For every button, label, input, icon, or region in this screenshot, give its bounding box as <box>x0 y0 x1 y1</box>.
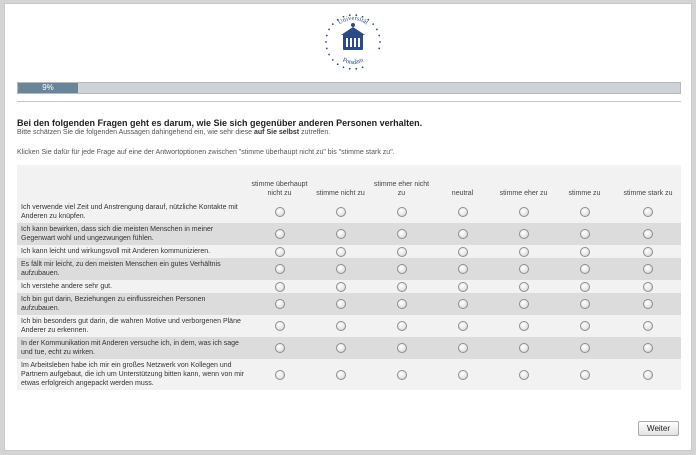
radio-option-6[interactable] <box>580 264 590 274</box>
divider <box>17 101 681 102</box>
radio-option-2[interactable] <box>336 207 346 217</box>
radio-option-5[interactable] <box>519 282 529 292</box>
radio-option-7[interactable] <box>643 207 653 217</box>
table-row <box>17 315 681 337</box>
radio-option-7[interactable] <box>643 299 653 309</box>
radio-option-1[interactable] <box>275 229 285 239</box>
radio-cell <box>615 337 681 359</box>
radio-cell <box>249 258 310 280</box>
radio-option-3[interactable] <box>397 321 407 331</box>
radio-cell <box>432 223 493 245</box>
radio-cell <box>493 293 554 315</box>
radio-option-3[interactable] <box>397 282 407 292</box>
radio-option-4[interactable] <box>458 282 468 292</box>
radio-cell <box>310 359 371 390</box>
radio-option-4[interactable] <box>458 247 468 257</box>
radio-cell <box>615 258 681 280</box>
scale-header-2: stimme nicht zu <box>316 190 365 197</box>
university-seal-icon <box>323 12 383 72</box>
radio-cell <box>493 201 554 223</box>
scale-header-row <box>17 165 681 201</box>
radio-option-7[interactable] <box>643 247 653 257</box>
radio-cell <box>554 201 615 223</box>
radio-cell <box>554 223 615 245</box>
question-subtitle: Bitte schätzen Sie die folgenden Aussagen dahingehend ein, wie sehr diese auf Sie selbst zutreffen. <box>17 129 331 136</box>
radio-cell <box>371 223 432 245</box>
radio-option-6[interactable] <box>580 247 590 257</box>
radio-cell <box>432 359 493 390</box>
radio-cell <box>371 280 432 293</box>
radio-cell <box>371 315 432 337</box>
radio-option-2[interactable] <box>336 370 346 380</box>
table-row <box>17 359 681 390</box>
radio-option-1[interactable] <box>275 282 285 292</box>
radio-cell <box>615 359 681 390</box>
progress-bar <box>17 82 681 94</box>
radio-option-1[interactable] <box>275 299 285 309</box>
radio-option-7[interactable] <box>643 343 653 353</box>
radio-cell <box>249 359 310 390</box>
table-row <box>17 245 681 258</box>
scale-header-1: stimme überhaupt nicht zu <box>251 181 308 197</box>
radio-option-5[interactable] <box>519 247 529 257</box>
radio-cell <box>371 245 432 258</box>
radio-cell <box>310 293 371 315</box>
radio-cell <box>554 245 615 258</box>
radio-cell <box>371 293 432 315</box>
radio-option-2[interactable] <box>336 264 346 274</box>
radio-cell <box>554 293 615 315</box>
radio-option-6[interactable] <box>580 343 590 353</box>
radio-option-6[interactable] <box>580 321 590 331</box>
radio-option-1[interactable] <box>275 321 285 331</box>
radio-option-4[interactable] <box>458 229 468 239</box>
table-row <box>17 337 681 359</box>
radio-option-3[interactable] <box>397 229 407 239</box>
radio-cell <box>432 201 493 223</box>
table-row <box>17 223 681 245</box>
radio-cell <box>310 337 371 359</box>
radio-option-4[interactable] <box>458 321 468 331</box>
radio-cell <box>432 245 493 258</box>
radio-cell <box>615 293 681 315</box>
radio-option-4[interactable] <box>458 207 468 217</box>
radio-cell <box>554 280 615 293</box>
radio-option-3[interactable] <box>397 299 407 309</box>
radio-cell <box>249 245 310 258</box>
radio-cell <box>432 293 493 315</box>
radio-option-5[interactable] <box>519 229 529 239</box>
radio-cell <box>371 337 432 359</box>
survey-page <box>4 3 692 451</box>
scale-header-5: stimme eher zu <box>499 190 548 197</box>
radio-cell <box>615 280 681 293</box>
item-statement: Ich kann leicht und wirkungsvoll mit Anderen kommunizieren. <box>21 248 211 255</box>
item-statement: Ich kann bewirken, dass sich die meisten Menschen in meiner Gegenwart wohl und ungezwungen fühlen. <box>21 226 214 242</box>
radio-option-3[interactable] <box>397 264 407 274</box>
item-statement: In der Kommunikation mit Anderen versuche ich, in dem, was ich sage und tue, echt zu wirken. <box>21 340 239 356</box>
question-instruction: Klicken Sie dafür für jede Frage auf eine der Antwortoptionen zwischen "stimme überhaupt nicht zu" bis "stimme stark zu". <box>17 149 395 156</box>
radio-cell <box>310 315 371 337</box>
radio-option-2[interactable] <box>336 229 346 239</box>
item-statement: Ich verwende viel Zeit und Anstrengung darauf, nützliche Kontakte mit Anderen zu knüpfen. <box>21 204 238 220</box>
radio-option-5[interactable] <box>519 370 529 380</box>
radio-option-7[interactable] <box>643 282 653 292</box>
item-statement: Ich bin besonders gut darin, die wahren Motive und verborgenen Pläne Anderer zu erkennen. <box>21 318 241 334</box>
item-statement: Es fällt mir leicht, zu den meisten Menschen ein gutes Verhältnis aufzubauen. <box>21 261 221 277</box>
radio-option-7[interactable] <box>643 229 653 239</box>
radio-cell <box>432 337 493 359</box>
radio-option-2[interactable] <box>336 282 346 292</box>
radio-cell <box>493 245 554 258</box>
radio-cell <box>249 293 310 315</box>
radio-cell <box>371 201 432 223</box>
radio-option-6[interactable] <box>580 207 590 217</box>
radio-cell <box>249 315 310 337</box>
radio-option-3[interactable] <box>397 207 407 217</box>
table-row <box>17 201 681 223</box>
radio-cell <box>371 359 432 390</box>
radio-cell <box>432 280 493 293</box>
radio-option-2[interactable] <box>336 299 346 309</box>
radio-cell <box>493 315 554 337</box>
radio-cell <box>371 258 432 280</box>
radio-option-1[interactable] <box>275 264 285 274</box>
item-statement: Ich verstehe andere sehr gut. <box>21 283 113 290</box>
svg-text:Universität: Universität <box>336 14 370 27</box>
radio-cell <box>493 223 554 245</box>
next-button[interactable]: Weiter <box>638 421 679 436</box>
radio-cell <box>310 258 371 280</box>
radio-cell <box>310 280 371 293</box>
radio-cell <box>493 337 554 359</box>
radio-option-2[interactable] <box>336 247 346 257</box>
table-row <box>17 293 681 315</box>
radio-cell <box>615 201 681 223</box>
radio-option-6[interactable] <box>580 282 590 292</box>
radio-option-5[interactable] <box>519 321 529 331</box>
radio-option-7[interactable] <box>643 264 653 274</box>
radio-cell <box>554 337 615 359</box>
radio-option-5[interactable] <box>519 264 529 274</box>
likert-grid <box>17 165 681 390</box>
radio-cell <box>615 245 681 258</box>
item-statement: Im Arbeitsleben habe ich mir ein großes Netzwerk von Kollegen und Partnern aufgebaut, die ich um Unterstützung bitten kann, wenn von mir etwas erfolgreich angepackt werden muss. <box>21 362 244 387</box>
table-row <box>17 258 681 280</box>
radio-cell <box>249 337 310 359</box>
radio-option-4[interactable] <box>458 264 468 274</box>
radio-cell <box>249 201 310 223</box>
radio-option-2[interactable] <box>336 321 346 331</box>
radio-option-7[interactable] <box>643 321 653 331</box>
radio-option-1[interactable] <box>275 247 285 257</box>
radio-cell <box>310 223 371 245</box>
radio-cell <box>310 201 371 223</box>
svg-text:Potsdam: Potsdam <box>341 56 365 67</box>
radio-option-6[interactable] <box>580 370 590 380</box>
radio-option-1[interactable] <box>275 207 285 217</box>
radio-option-4[interactable] <box>458 370 468 380</box>
question-title: Bei den folgenden Fragen geht es darum, wie Sie sich gegenüber anderen Personen verhalten. <box>17 118 423 128</box>
radio-cell <box>615 315 681 337</box>
radio-cell <box>554 315 615 337</box>
radio-option-5[interactable] <box>519 207 529 217</box>
radio-option-7[interactable] <box>643 370 653 380</box>
radio-cell <box>615 223 681 245</box>
radio-cell <box>493 359 554 390</box>
scale-header-4: neutral <box>451 190 474 197</box>
radio-cell <box>493 280 554 293</box>
radio-option-1[interactable] <box>275 370 285 380</box>
radio-cell <box>310 245 371 258</box>
radio-option-5[interactable] <box>519 343 529 353</box>
radio-option-3[interactable] <box>397 343 407 353</box>
radio-option-3[interactable] <box>397 370 407 380</box>
radio-cell <box>554 359 615 390</box>
scale-header-3: stimme eher nicht zu <box>373 181 430 197</box>
radio-option-2[interactable] <box>336 343 346 353</box>
radio-option-5[interactable] <box>519 299 529 309</box>
radio-option-1[interactable] <box>275 343 285 353</box>
radio-option-4[interactable] <box>458 343 468 353</box>
radio-cell <box>432 258 493 280</box>
item-statement: Ich bin gut darin, Beziehungen zu einflussreichen Personen aufzubauen. <box>21 296 206 312</box>
scale-header-6: stimme zu <box>568 190 601 197</box>
radio-cell <box>554 258 615 280</box>
table-row <box>17 280 681 293</box>
radio-option-4[interactable] <box>458 299 468 309</box>
scale-header-7: stimme stark zu <box>623 190 673 197</box>
radio-cell <box>249 223 310 245</box>
radio-option-3[interactable] <box>397 247 407 257</box>
progress-label: 9% <box>42 83 54 92</box>
radio-cell <box>493 258 554 280</box>
radio-option-6[interactable] <box>580 229 590 239</box>
radio-cell <box>249 280 310 293</box>
header-spacer <box>17 165 249 201</box>
radio-option-6[interactable] <box>580 299 590 309</box>
radio-cell <box>432 315 493 337</box>
